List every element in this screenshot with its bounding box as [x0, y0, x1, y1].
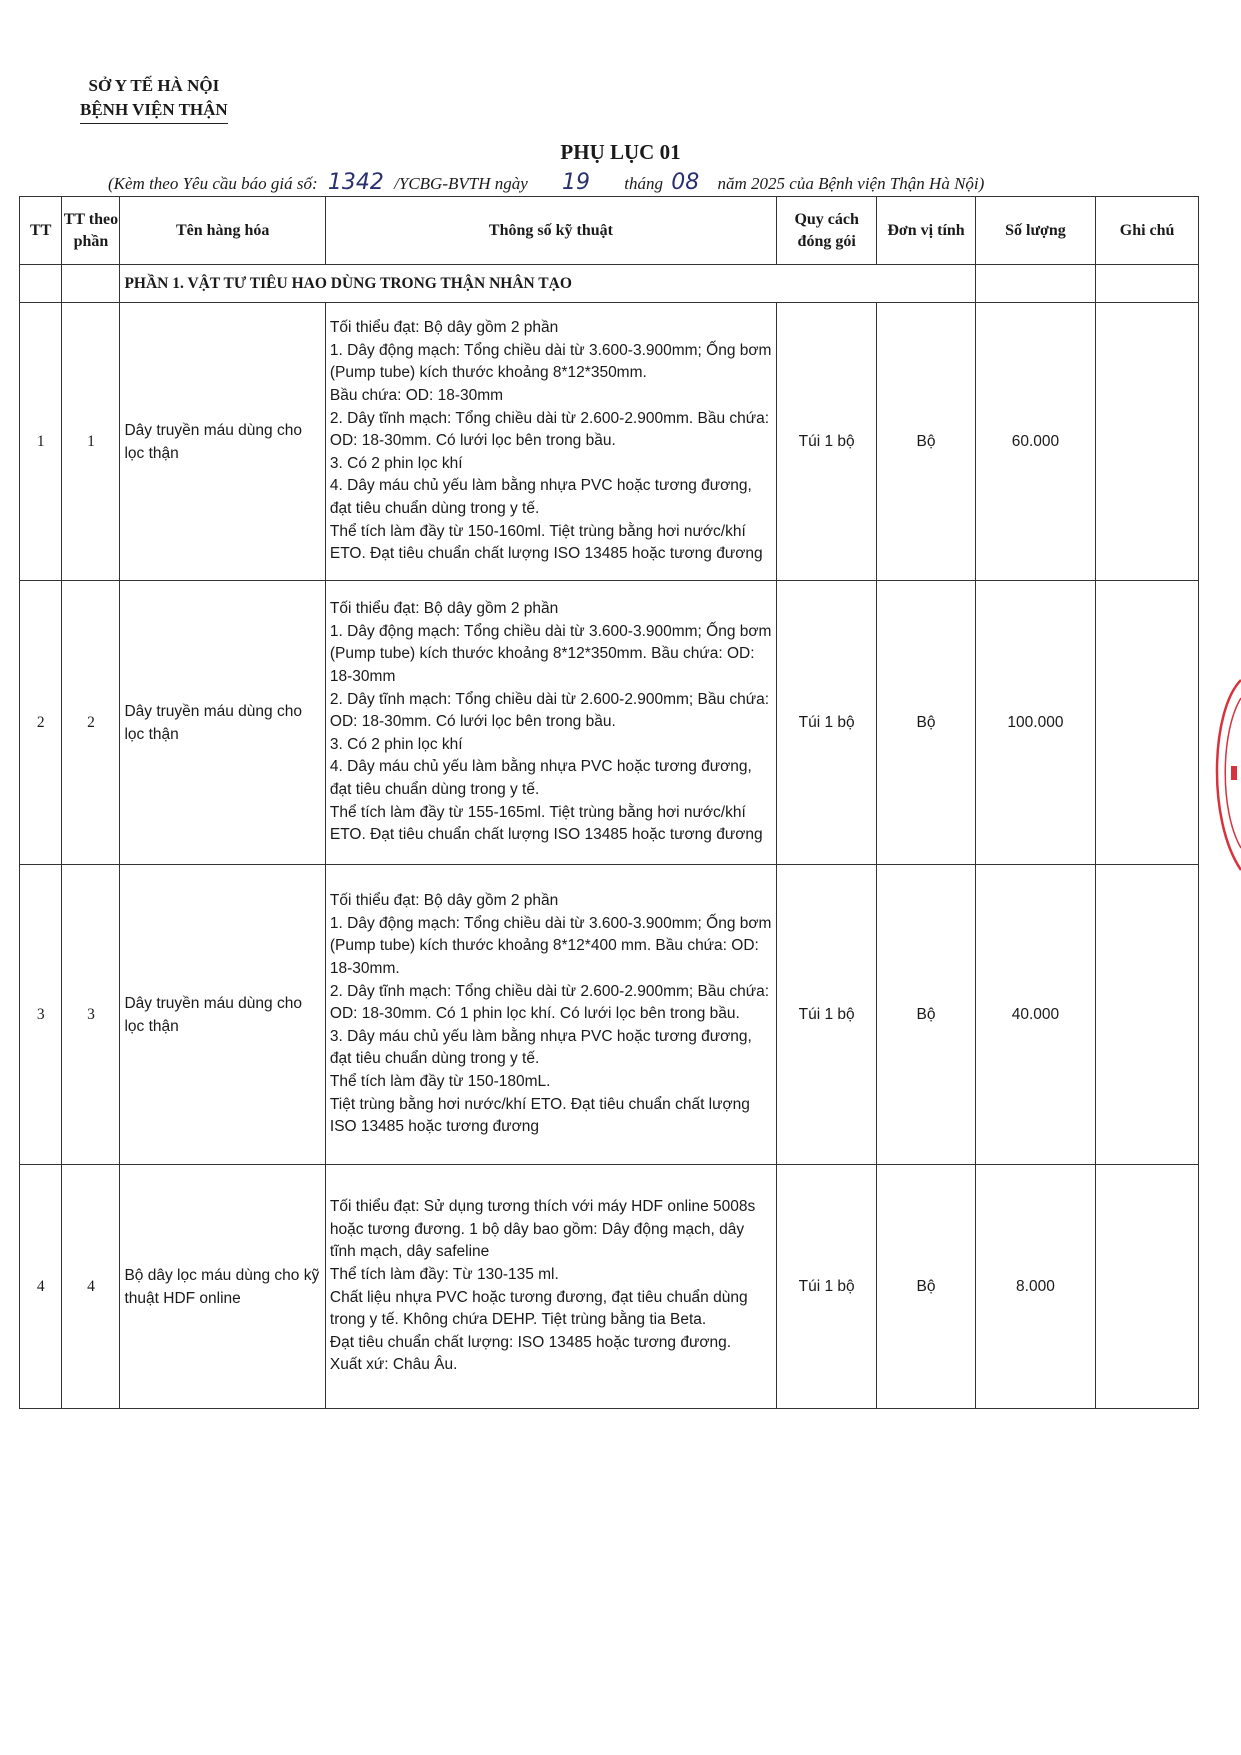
spec-line: Tiệt trùng bằng hơi nước/khí ETO. Đạt tiêu chuẩn chất lượng ISO 13485 hoặc tương đương [329, 1095, 750, 1136]
cell-note [1096, 865, 1199, 1165]
spec-line: Thể tích làm đầy: Từ 130-135 ml. [329, 1265, 559, 1283]
month-handwritten: 08 [671, 170, 700, 195]
spec-line: Tối thiểu đạt: Bộ dây gồm 2 phần [329, 319, 559, 337]
cell-tt-part: 2 [62, 581, 120, 865]
cell-tt: 3 [20, 865, 62, 1165]
cell-packaging: Túi 1 bộ [776, 303, 876, 581]
table-row [20, 581, 1199, 865]
cell-note [1096, 581, 1199, 865]
spec-line: 3. Có 2 phin lọc khí [329, 454, 463, 472]
col-header-quantity: Số lượng [975, 197, 1096, 265]
cell-quantity: 60.000 [975, 303, 1096, 581]
cell-unit: Bộ [877, 865, 975, 1165]
page-title: PHỤ LỤC 01 [560, 140, 681, 164]
cell-unit: Bộ [877, 1165, 975, 1409]
cell-unit: Bộ [877, 303, 975, 581]
cell-tt: 2 [20, 581, 62, 865]
cell-note [1096, 303, 1199, 581]
cell-unit: Bộ [877, 581, 975, 865]
col-header-note: Ghi chú [1096, 197, 1199, 265]
goods-table [19, 196, 1199, 1409]
cell-name: Dây truyền máu dùng cho lọc thận [120, 581, 325, 865]
org-line-1: SỞ Y TẾ HÀ NỘI [88, 76, 220, 95]
quote-number-handwritten: 1342 [327, 170, 384, 195]
cell-tt-part: 1 [62, 303, 120, 581]
table-row [20, 865, 1199, 1165]
spec-line: Thể tích làm đầy từ 155-165ml. Tiệt trùng bằng hơi nước/khí ETO. Đạt tiêu chuẩn chất lượng ISO 13485 hoặc tương đương [329, 803, 763, 844]
spec-line: Xuất xứ: Châu Âu. [329, 1356, 458, 1374]
issuing-organization [80, 74, 228, 124]
cell-packaging: Túi 1 bộ [776, 1165, 876, 1409]
spec-line: 4. Dây máu chủ yếu làm bằng nhựa PVC hoặc tương đương, đạt tiêu chuẩn dùng trong y tế. [329, 477, 752, 517]
table-row [20, 303, 1199, 581]
spec-line: 2. Dây tĩnh mạch: Tổng chiều dài từ 2.600-2.900mm. Bầu chứa: OD: 18-30mm. Có lưới lọc bên trong bầu. [329, 409, 770, 450]
col-header-tt-part: TT theo phần [62, 197, 120, 265]
spec-line: 2. Dây tĩnh mạch: Tổng chiều dài từ 2.600-2.900mm; Bầu chứa: OD: 18-30mm. Có 1 phin lọc khí. Có lưới lọc bên trong bầu. [329, 982, 770, 1023]
section-row [20, 265, 1199, 303]
spec-line: Thể tích làm đầy từ 150-180mL. [329, 1072, 551, 1090]
cell-quantity: 8.000 [975, 1165, 1096, 1409]
cell-tt: 4 [20, 1165, 62, 1409]
cell-spec [325, 303, 776, 581]
cell-name: Dây truyền máu dùng cho lọc thận [120, 303, 325, 581]
cell-spec [325, 1165, 776, 1409]
org-line-2: BỆNH VIỆN THẬN [80, 98, 228, 124]
cell-note [1096, 1165, 1199, 1409]
subtitle [108, 170, 984, 195]
cell-tt-part: 4 [62, 1165, 120, 1409]
spec-line: Tối thiểu đạt: Bộ dây gồm 2 phần [329, 600, 559, 618]
spec-line: 3. Dây máu chủ yếu làm bằng nhựa PVC hoặc tương đương, đạt tiêu chuẩn dùng trong y tế. [329, 1027, 752, 1068]
col-header-unit: Đơn vị tính [877, 197, 975, 265]
cell-quantity: 100.000 [975, 581, 1096, 865]
cell-tt: 1 [20, 303, 62, 581]
spec-line: Đạt tiêu chuẩn chất lượng: ISO 13485 hoặc tương đương. [329, 1333, 732, 1351]
spec-line: Chất liệu nhựa PVC hoặc tương đương, đạt tiêu chuẩn dùng trong y tế. Không chứa DEHP. Tiệt trùng bằng tia Beta. [329, 1288, 748, 1329]
table-row [20, 1165, 1199, 1409]
col-header-name: Tên hàng hóa [120, 197, 325, 265]
section-title: PHẦN 1. VẬT TƯ TIÊU HAO DÙNG TRONG THẬN NHÂN TẠO [120, 265, 975, 303]
partial-stamp-seal [1201, 670, 1241, 880]
subtitle-suffix: năm 2025 của Bệnh viện Thận Hà Nội) [717, 174, 985, 193]
spec-line: Thể tích làm đầy từ 150-160ml. Tiệt trùng bằng hơi nước/khí ETO. Đạt tiêu chuẩn chất lượng ISO 13485 hoặc tương đương [329, 522, 763, 563]
spec-line: 1. Dây động mạch: Tổng chiều dài từ 3.600-3.900mm; Ống bơm (Pump tube) kích thước khoảng 8*12*350mm. [329, 341, 772, 382]
spec-line: 3. Có 2 phin lọc khí [329, 735, 463, 753]
spec-line: 4. Dây máu chủ yếu làm bằng nhựa PVC hoặc tương đương, đạt tiêu chuẩn dùng trong y tế. [329, 758, 752, 798]
day-handwritten: 19 [562, 170, 591, 195]
cell-name: Dây truyền máu dùng cho lọc thận [120, 865, 325, 1165]
col-header-packaging: Quy cách đóng gói [776, 197, 876, 265]
month-label: tháng [624, 174, 664, 193]
stamp-mark [1231, 766, 1237, 780]
spec-line: 1. Dây động mạch: Tổng chiều dài từ 3.600-3.900mm; Ống bơm (Pump tube) kích thước khoảng 8*12*400 mm. Bầu chứa: OD: 18-30mm. [329, 914, 772, 978]
table-header-row [20, 197, 1199, 265]
cell-quantity: 40.000 [975, 865, 1096, 1165]
cell-tt-part: 3 [62, 865, 120, 1165]
cell-spec [325, 865, 776, 1165]
spec-line: 2. Dây tĩnh mạch: Tổng chiều dài từ 2.600-2.900mm; Bầu chứa: OD: 18-30mm. Có lưới lọc bên trong bầu. [329, 690, 770, 731]
subtitle-prefix: (Kèm theo Yêu cầu báo giá số: [108, 174, 318, 193]
cell-packaging: Túi 1 bộ [776, 865, 876, 1165]
spec-line: Tối thiểu đạt: Sử dụng tương thích với máy HDF online 5008s hoặc tương đương. 1 bộ dây bao gồm: Dây động mạch, dây tĩnh mạch, dây safeline [329, 1198, 756, 1261]
cell-spec [325, 581, 776, 865]
col-header-spec: Thông số kỹ thuật [325, 197, 776, 265]
spec-line: Bầu chứa: OD: 18-30mm [329, 387, 504, 405]
spec-line: 1. Dây động mạch: Tổng chiều dài từ 3.600-3.900mm; Ống bơm (Pump tube) kích thước khoảng 8*12*350mm. Bầu chứa: OD: 18-30mm [329, 622, 772, 686]
cell-name: Bộ dây lọc máu dùng cho kỹ thuật HDF online [120, 1165, 325, 1409]
col-header-tt: TT [20, 197, 62, 265]
subtitle-code: /YCBG-BVTH ngày [394, 174, 528, 193]
cell-packaging: Túi 1 bộ [776, 581, 876, 865]
spec-line: Tối thiểu đạt: Bộ dây gồm 2 phần [329, 892, 559, 910]
